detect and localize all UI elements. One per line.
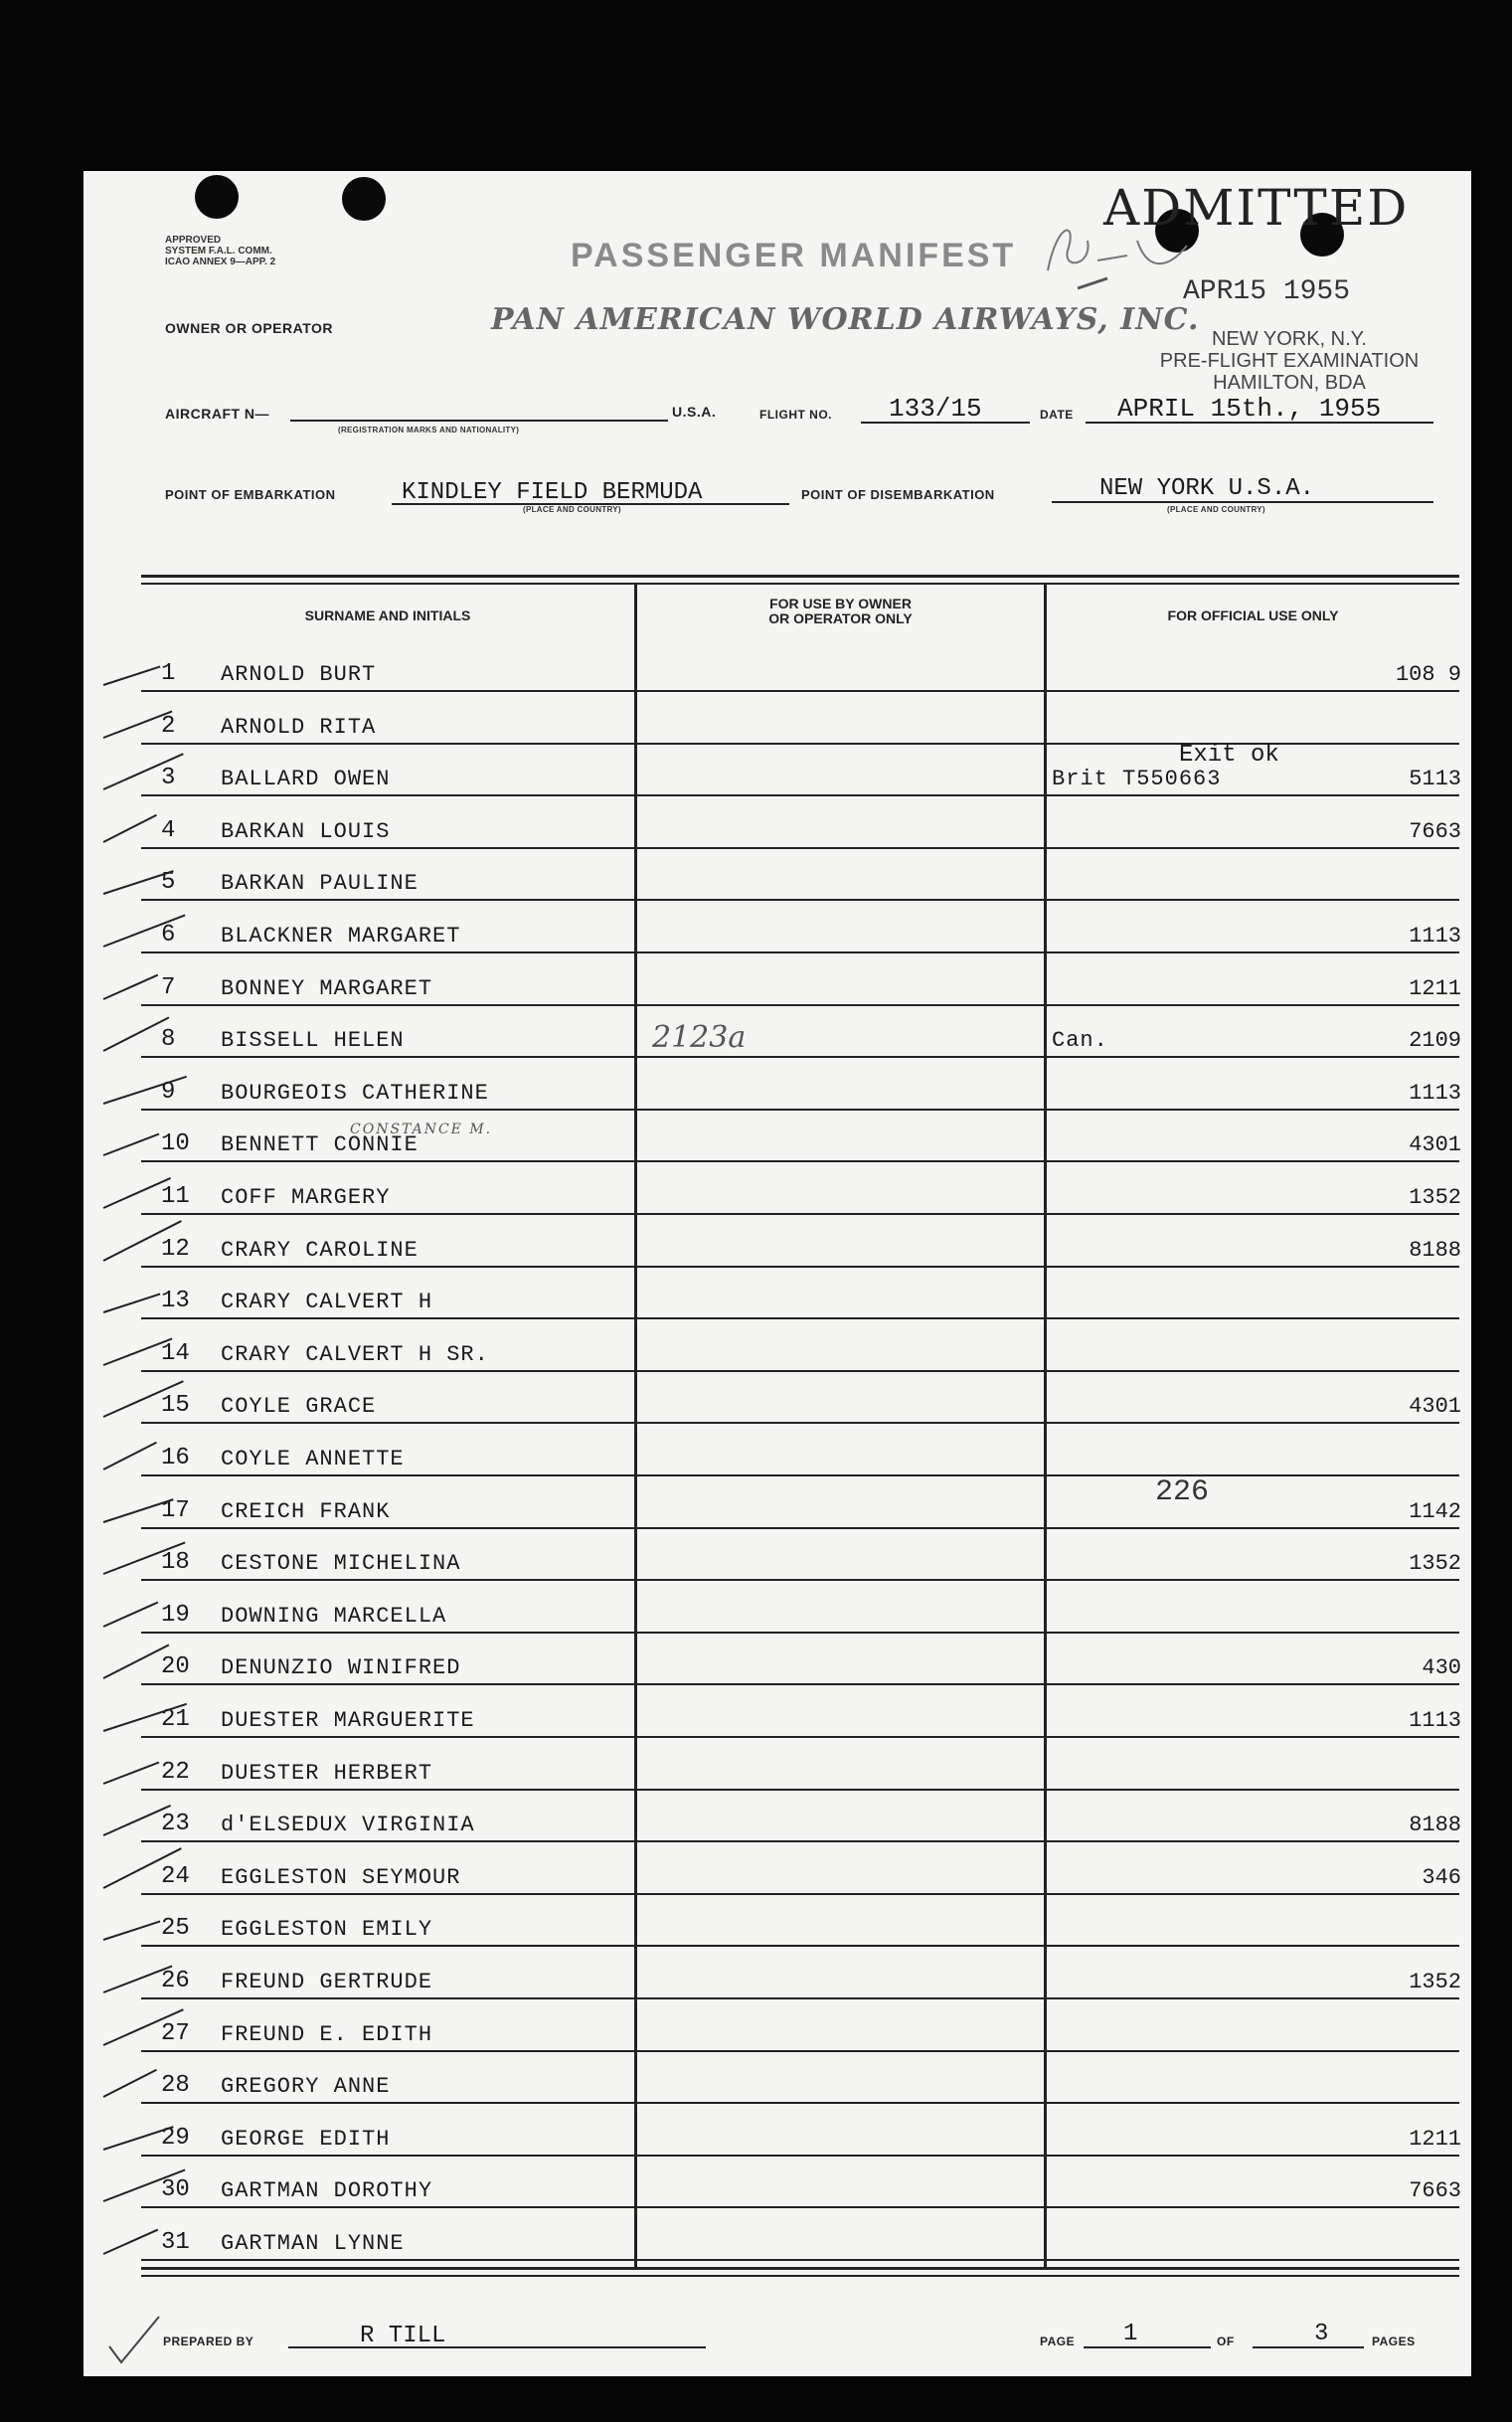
date-line	[1086, 422, 1433, 424]
exit-ok-note: Exit ok	[1179, 742, 1279, 769]
official-code: 346	[1422, 1865, 1461, 1890]
row-rule	[141, 1004, 1459, 1006]
passenger-name: BARKAN LOUIS	[221, 819, 391, 844]
usa-label: U.S.A.	[672, 404, 717, 420]
embark-label: POINT OF EMBARKATION	[165, 487, 336, 502]
official-code: 1113	[1409, 1081, 1461, 1106]
passenger-name: BISSELL HELEN	[221, 1028, 405, 1053]
passenger-name: BOURGEOIS CATHERINE	[221, 1081, 489, 1106]
column-divider	[1044, 583, 1047, 2267]
official-code: 7663	[1409, 819, 1461, 844]
row-rule	[141, 1056, 1459, 1058]
row-number: 31	[161, 2229, 190, 2256]
table-bottom-rule	[141, 2267, 1459, 2270]
official-code: 4301	[1409, 1132, 1461, 1157]
official-code: 1352	[1409, 1185, 1461, 1210]
stamp-line: HAMILTON, BDA	[1213, 372, 1366, 394]
passenger-name: GREGORY ANNE	[221, 2074, 391, 2099]
form-note-line: SYSTEM F.A.L. COMM.	[165, 246, 272, 257]
stamp-text	[1135, 328, 1443, 394]
row-rule	[141, 2102, 1459, 2104]
official-code: 1352	[1409, 1970, 1461, 1994]
row-number: 6	[161, 922, 176, 949]
row-rule	[141, 2155, 1459, 2157]
row-number: 19	[161, 1602, 190, 1629]
row-rule	[141, 847, 1459, 849]
flight-line	[861, 422, 1030, 424]
extra-code-note: 226	[1155, 1475, 1210, 1509]
passenger-name: COFF MARGERY	[221, 1185, 391, 1210]
passenger-name: FREUND GERTRUDE	[221, 1970, 433, 1994]
row-rule	[141, 1840, 1459, 1842]
table-bottom-rule	[141, 2275, 1459, 2277]
passenger-name: DOWNING MARCELLA	[221, 1604, 447, 1629]
passenger-name: BALLARD OWEN	[221, 767, 391, 791]
row-number: 4	[161, 817, 176, 844]
prepared-label: PREPARED BY	[163, 2335, 254, 2348]
row-number: 26	[161, 1968, 190, 1994]
row-number: 14	[161, 1340, 190, 1367]
official-code: 108 9	[1395, 662, 1461, 687]
row-rule	[141, 1579, 1459, 1581]
passenger-name: CRARY CAROLINE	[221, 1238, 419, 1263]
official-code: 4301	[1409, 1394, 1461, 1419]
column-header-owner	[637, 597, 1044, 626]
of-label: OF	[1217, 2335, 1235, 2348]
row-number: 28	[161, 2072, 190, 2099]
disembark-label: POINT OF DISEMBARKATION	[801, 487, 995, 502]
row-number: 16	[161, 1445, 190, 1471]
official-code: 1211	[1409, 976, 1461, 1001]
row-rule	[141, 1893, 1459, 1895]
official-code: 1142	[1409, 1499, 1461, 1524]
column-header-line: OR OPERATOR ONLY	[768, 610, 913, 626]
passenger-name: COYLE GRACE	[221, 1394, 377, 1419]
embark-value: KINDLEY FIELD BERMUDA	[402, 479, 703, 506]
passenger-name: COYLE ANNETTE	[221, 1447, 405, 1471]
page-title: PASSENGER MANIFEST	[571, 237, 1017, 274]
passenger-name: GEORGE EDITH	[221, 2127, 391, 2152]
row-number: 8	[161, 1026, 176, 1053]
constance-note: CONSTANCE M.	[350, 1122, 493, 1137]
passenger-name: ARNOLD RITA	[221, 715, 377, 740]
disembark-value: NEW YORK U.S.A.	[1099, 475, 1315, 502]
row-rule	[141, 1266, 1459, 1268]
owner-value: PAN AMERICAN WORLD AIRWAYS, INC.	[491, 302, 1200, 337]
row-rule	[141, 1683, 1459, 1685]
row-number: 9	[161, 1079, 176, 1106]
passenger-name: EGGLESTON EMILY	[221, 1917, 433, 1942]
page-value: 1	[1123, 2321, 1138, 2347]
row-rule	[141, 1997, 1459, 1999]
date-value: APRIL 15th., 1955	[1117, 394, 1382, 424]
disembark-sublabel: (PLACE AND COUNTRY)	[1167, 505, 1265, 514]
of-value: 3	[1314, 2321, 1329, 2347]
form-note-line: ICAO ANNEX 9—APP. 2	[165, 257, 276, 267]
official-use-entry: Can.	[1052, 1028, 1108, 1053]
official-code: 5113	[1409, 767, 1461, 791]
official-code: 1211	[1409, 2127, 1461, 2152]
row-rule	[141, 1632, 1459, 1634]
column-header-official: FOR OFFICIAL USE ONLY	[1167, 607, 1339, 623]
row-number: 5	[161, 869, 176, 896]
passenger-name: BLACKNER MARGARET	[221, 924, 461, 949]
official-code: 430	[1422, 1655, 1461, 1680]
aircraft-label: AIRCRAFT N—	[165, 406, 270, 422]
prepared-value: R TILL	[360, 2323, 446, 2349]
official-code: 1113	[1409, 924, 1461, 949]
row-number: 22	[161, 1759, 190, 1786]
official-code: 1352	[1409, 1551, 1461, 1576]
row-number: 7	[161, 974, 176, 1001]
passenger-name: DUESTER MARGUERITE	[221, 1708, 475, 1733]
row-number: 10	[161, 1130, 190, 1157]
stamp-line: PRE-FLIGHT EXAMINATION	[1159, 350, 1420, 372]
row-rule	[141, 794, 1459, 796]
passenger-name: EGGLESTON SEYMOUR	[221, 1865, 461, 1890]
owner-label: OWNER OR OPERATOR	[165, 320, 333, 336]
passenger-name: GARTMAN LYNNE	[221, 2231, 405, 2256]
passenger-name: d'ELSEDUX VIRGINIA	[221, 1813, 475, 1837]
passenger-name: BARKAN PAULINE	[221, 871, 419, 896]
handwritten-initials	[1038, 211, 1217, 290]
passenger-name: BONNEY MARGARET	[221, 976, 433, 1001]
row-number: 12	[161, 1236, 190, 1263]
passenger-name: CRARY CALVERT H SR.	[221, 1342, 489, 1367]
row-rule	[141, 1160, 1459, 1162]
row-number: 27	[161, 2020, 190, 2047]
official-code: 2109	[1409, 1028, 1461, 1053]
row-rule	[141, 1422, 1459, 1424]
page-label: PAGE	[1040, 2335, 1076, 2348]
official-code: 8188	[1409, 1813, 1461, 1837]
row-number: 18	[161, 1549, 190, 1576]
pages-label: PAGES	[1372, 2335, 1416, 2348]
passenger-name: FREUND E. EDITH	[221, 2022, 433, 2047]
row-rule	[141, 1789, 1459, 1791]
row-rule	[141, 2206, 1459, 2208]
flight-label: FLIGHT NO.	[759, 408, 832, 422]
of-line	[1253, 2346, 1364, 2348]
official-use-entry: Brit T550663	[1052, 767, 1222, 791]
row-number: 21	[161, 1706, 190, 1733]
passenger-name: DUESTER HERBERT	[221, 1761, 433, 1786]
prepared-line	[288, 2346, 706, 2348]
form-approval-note	[165, 235, 275, 267]
punch-hole	[195, 175, 239, 219]
row-rule	[141, 899, 1459, 901]
disembark-line	[1052, 501, 1433, 503]
row-rule	[141, 1213, 1459, 1215]
stamp-line: NEW YORK, N.Y.	[1212, 328, 1367, 350]
official-code: 7663	[1409, 2178, 1461, 2203]
form-note-line: APPROVED	[165, 235, 222, 246]
row-number: 3	[161, 765, 176, 791]
row-rule	[141, 1474, 1459, 1476]
passenger-name: CREICH FRANK	[221, 1499, 391, 1524]
row-number: 30	[161, 2176, 190, 2203]
table-top-rule	[141, 575, 1459, 578]
official-code: 8188	[1409, 1238, 1461, 1263]
flight-value: 133/15	[889, 394, 982, 424]
table-top-rule	[141, 583, 1459, 585]
row-number: 25	[161, 1915, 190, 1942]
stamp-date: APR15 1955	[1183, 276, 1351, 307]
row-rule	[141, 1109, 1459, 1111]
aircraft-line	[290, 420, 668, 422]
row-rule	[141, 1736, 1459, 1738]
row-number: 17	[161, 1497, 190, 1524]
punch-hole	[342, 177, 386, 221]
row-number: 24	[161, 1863, 190, 1890]
row-rule	[141, 2050, 1459, 2052]
row-number: 29	[161, 2125, 190, 2152]
footer-check-mark	[103, 2313, 163, 2368]
row-rule	[141, 1527, 1459, 1529]
passenger-name: GARTMAN DOROTHY	[221, 2178, 433, 2203]
row-number: 23	[161, 1811, 190, 1837]
column-divider	[634, 583, 637, 2267]
row-rule	[141, 1317, 1459, 1319]
page-line	[1084, 2346, 1211, 2348]
row-rule	[141, 690, 1459, 692]
row-rule	[141, 1945, 1459, 1947]
column-header-surname: SURNAME AND INITIALS	[304, 607, 471, 623]
passenger-name: DENUNZIO WINIFRED	[221, 1655, 461, 1680]
row-number: 13	[161, 1288, 190, 1314]
row-number: 11	[161, 1183, 190, 1210]
row-number: 1	[161, 660, 176, 687]
row-rule	[141, 1370, 1459, 1372]
admitted-stamp: ADMITTED	[1103, 179, 1410, 237]
passenger-name: CRARY CALVERT H	[221, 1290, 433, 1314]
row-number: 15	[161, 1392, 190, 1419]
column-header-line: FOR USE BY OWNER	[769, 596, 912, 611]
row-number: 20	[161, 1653, 190, 1680]
passenger-name: CESTONE MICHELINA	[221, 1551, 461, 1576]
row-rule	[141, 952, 1459, 953]
date-label: DATE	[1040, 408, 1074, 422]
row-number: 2	[161, 713, 176, 740]
aircraft-sublabel: (REGISTRATION MARKS AND NATIONALITY)	[338, 426, 520, 434]
owner-use-entry: 2123a	[652, 1020, 747, 1055]
row-rule	[141, 2259, 1459, 2261]
embark-sublabel: (PLACE AND COUNTRY)	[523, 505, 621, 514]
official-code: 1113	[1409, 1708, 1461, 1733]
passenger-name: BENNETT CONNIE	[221, 1132, 419, 1157]
passenger-name: ARNOLD BURT	[221, 662, 377, 687]
